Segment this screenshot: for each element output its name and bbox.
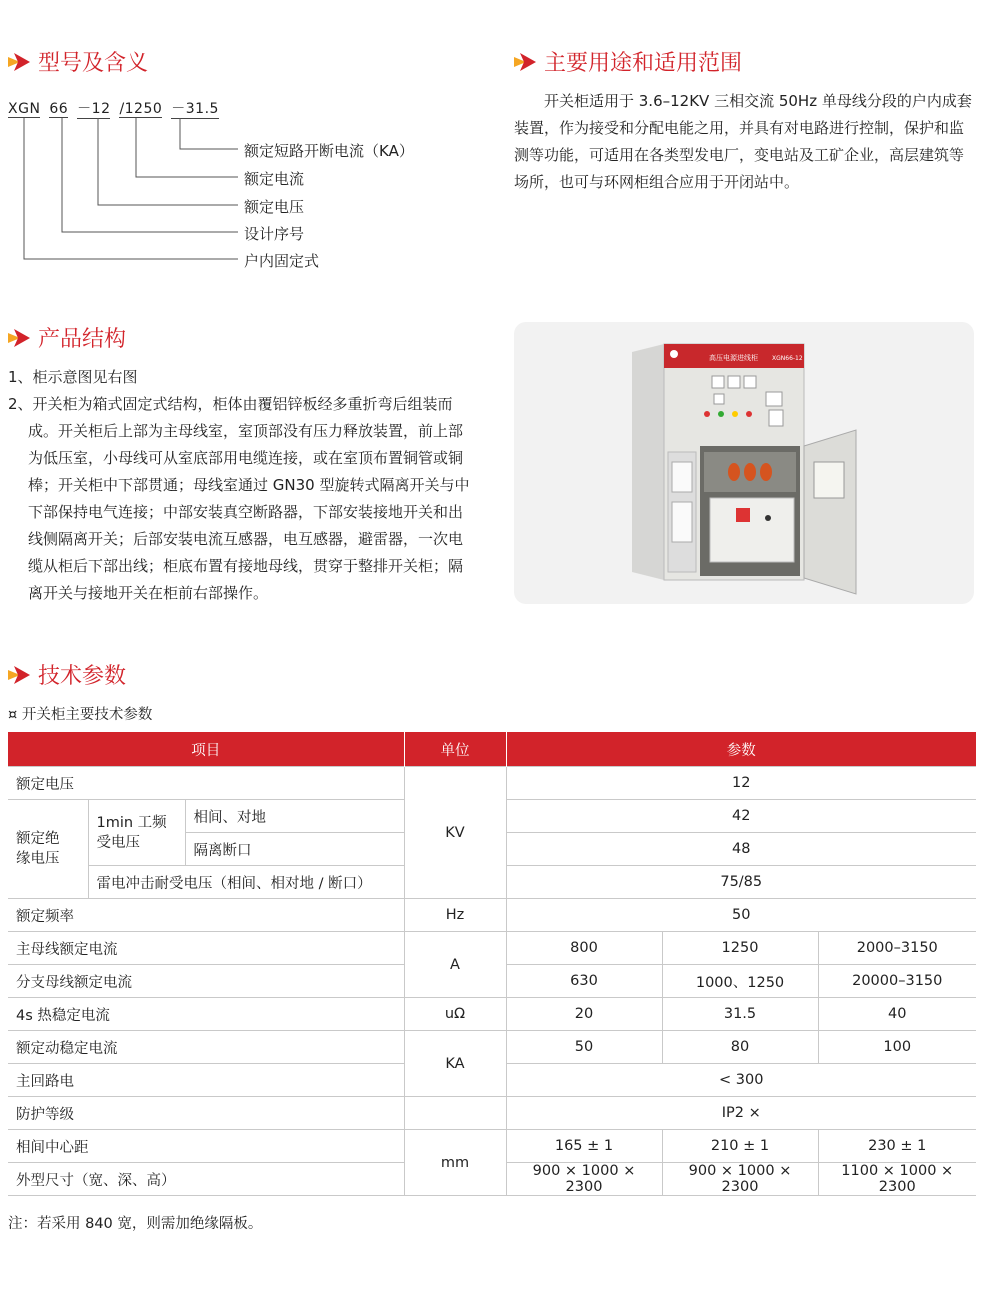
section-title-model	[8, 46, 148, 77]
row-label: 主母线额定电流	[8, 932, 404, 965]
row-sublabel: 隔离断口	[185, 833, 404, 866]
unit-cell: uΩ	[404, 998, 506, 1031]
value-cell: 900 × 1000 × 2300	[662, 1163, 818, 1196]
row-label: 额定电压	[8, 767, 404, 800]
value-cell: 210 ± 1	[662, 1130, 818, 1163]
unit-cell	[404, 1097, 506, 1130]
legend-item: 额定电流	[244, 170, 305, 188]
value-cell: 1250	[662, 932, 818, 965]
cabinet-illustration	[514, 322, 974, 604]
value-cell: < 300	[506, 1064, 976, 1097]
usage-paragraph: 开关柜适用于 3.6–12KV 三相交流 50Hz 单母线分段的户内成套装置，作为接受和分配电能之用，并具有对电路进行控制，保护和监测等功能，可适用在各类型发电厂，变电站及工矿企业，高层建筑等场所，也可与环网柜组合应用于开闭站中。	[514, 92, 972, 191]
value-cell: 230 ± 1	[818, 1130, 976, 1163]
value-cell: 48	[506, 833, 976, 866]
legend-item: 额定电压	[244, 198, 305, 216]
footnote: 注：若采用 840 宽，则需加绝缘隔板。	[8, 1216, 263, 1232]
section-title-text: 技术参数	[38, 664, 127, 689]
model-code-part: /1250	[119, 101, 163, 117]
arrow-icon	[8, 666, 30, 684]
legend-item: 户内固定式	[244, 252, 320, 270]
value-cell: IP2 ×	[506, 1097, 976, 1130]
value-cell: 165 ± 1	[506, 1130, 662, 1163]
value-cell: 31.5	[662, 998, 818, 1031]
cabinet-header-text: 高压电源进线柜	[709, 354, 758, 362]
header-param: 参数	[506, 732, 976, 767]
section-title-text: 主要用途和适用范围	[544, 51, 743, 76]
value-cell: 800	[506, 932, 662, 965]
table-row	[8, 767, 976, 800]
value-cell: 100	[818, 1031, 976, 1064]
table-row	[8, 932, 976, 965]
section-title-params	[8, 659, 126, 690]
value-cell: 20000–3150	[818, 965, 976, 998]
structure-item: 1、柜示意图见右图	[8, 368, 138, 386]
legend-item: 额定短路开断电流（KA）	[244, 142, 414, 160]
value-cell: 20	[506, 998, 662, 1031]
model-code-part: XGN	[8, 101, 41, 117]
insulation-label: 额定绝缘电压	[16, 831, 60, 867]
model-code-part: 66	[49, 101, 69, 117]
section-title-text: 产品结构	[38, 327, 127, 352]
row-label: 额定频率	[8, 899, 404, 932]
header-item: 项目	[8, 732, 404, 767]
value-cell: 50	[506, 899, 976, 932]
model-code-part: －31.5	[171, 98, 219, 119]
row-label: 分支母线额定电流	[8, 965, 404, 998]
table-row	[8, 1097, 976, 1130]
header-unit: 单位	[404, 732, 506, 767]
section-title-text: 型号及含义	[38, 51, 149, 76]
row-sublabel: 相间、对地	[185, 800, 404, 833]
row-label: 额定动稳定电流	[8, 1031, 404, 1064]
arrow-icon	[514, 53, 536, 71]
table-header-row	[8, 732, 976, 767]
value-cell: 42	[506, 800, 976, 833]
row-label: 防护等级	[8, 1097, 404, 1130]
model-code-part: －12	[77, 98, 110, 119]
table-row	[8, 998, 976, 1031]
section-title-structure	[8, 322, 126, 353]
row-sublabel	[88, 800, 185, 866]
value-cell: 12	[506, 767, 976, 800]
table-caption: ¤ 开关柜主要技术参数	[8, 707, 153, 723]
section-title-usage	[514, 46, 742, 77]
value-cell: 900 × 1000 × 2300	[506, 1163, 662, 1196]
row-label	[8, 800, 88, 899]
value-cell: 1100 × 1000 × 2300	[818, 1163, 976, 1196]
value-cell: 630	[506, 965, 662, 998]
value-cell: 50	[506, 1031, 662, 1064]
arrow-icon	[8, 53, 30, 71]
table-row	[8, 1031, 976, 1064]
table-row	[8, 1130, 976, 1163]
row-label: 主回路电	[8, 1064, 404, 1097]
row-label: 4s 热稳定电流	[8, 998, 404, 1031]
unit-cell: Hz	[404, 899, 506, 932]
value-cell: 2000–3150	[818, 932, 976, 965]
value-cell: 1000、1250	[662, 965, 818, 998]
value-cell: 75/85	[506, 866, 976, 899]
unit-cell: KV	[404, 767, 506, 899]
unit-cell: mm	[404, 1130, 506, 1196]
value-cell: 40	[818, 998, 976, 1031]
spec-table	[8, 732, 976, 1196]
arrow-icon	[8, 329, 30, 347]
cabinet-photo	[514, 322, 974, 604]
legend-item: 设计序号	[244, 225, 305, 243]
value-cell: 80	[662, 1031, 818, 1064]
unit-cell: A	[404, 932, 506, 998]
cabinet-model-label: XGN66-12	[772, 355, 803, 362]
table-row	[8, 899, 976, 932]
row-sublabel: 雷电冲击耐受电压（相间、相对地 / 断口）	[88, 866, 404, 899]
row-label: 外型尺寸（宽、深、高）	[8, 1163, 404, 1196]
structure-item: 2、开关柜为箱式固定式结构，柜体由覆铝锌板经多重折弯后组装而成。开关柜后上部为主母线室，室顶部没有压力释放装置，前上部为低压室，小母线可从室底部用电缆连接，或在室顶布置铜管或铜棒；开关柜中下部贯通；母线室通过 GN30 型旋转式隔离开关与中下部保持电气连接；中部安装真空断路器，下部安装接地开关和出线侧隔离开关；后部安装电流互感器，电互感器，避雷器，一次电缆从柜后下部出线；柜底布置有接地母线，贯穿于整排开关柜；隔离开关与接地开关在柜前右部操作。	[8, 395, 470, 602]
power-freq-label: 1min 工频受电压	[96, 814, 167, 851]
model-legend-lines	[0, 115, 250, 275]
row-label: 相间中心距	[8, 1130, 404, 1163]
unit-cell: KA	[404, 1031, 506, 1097]
